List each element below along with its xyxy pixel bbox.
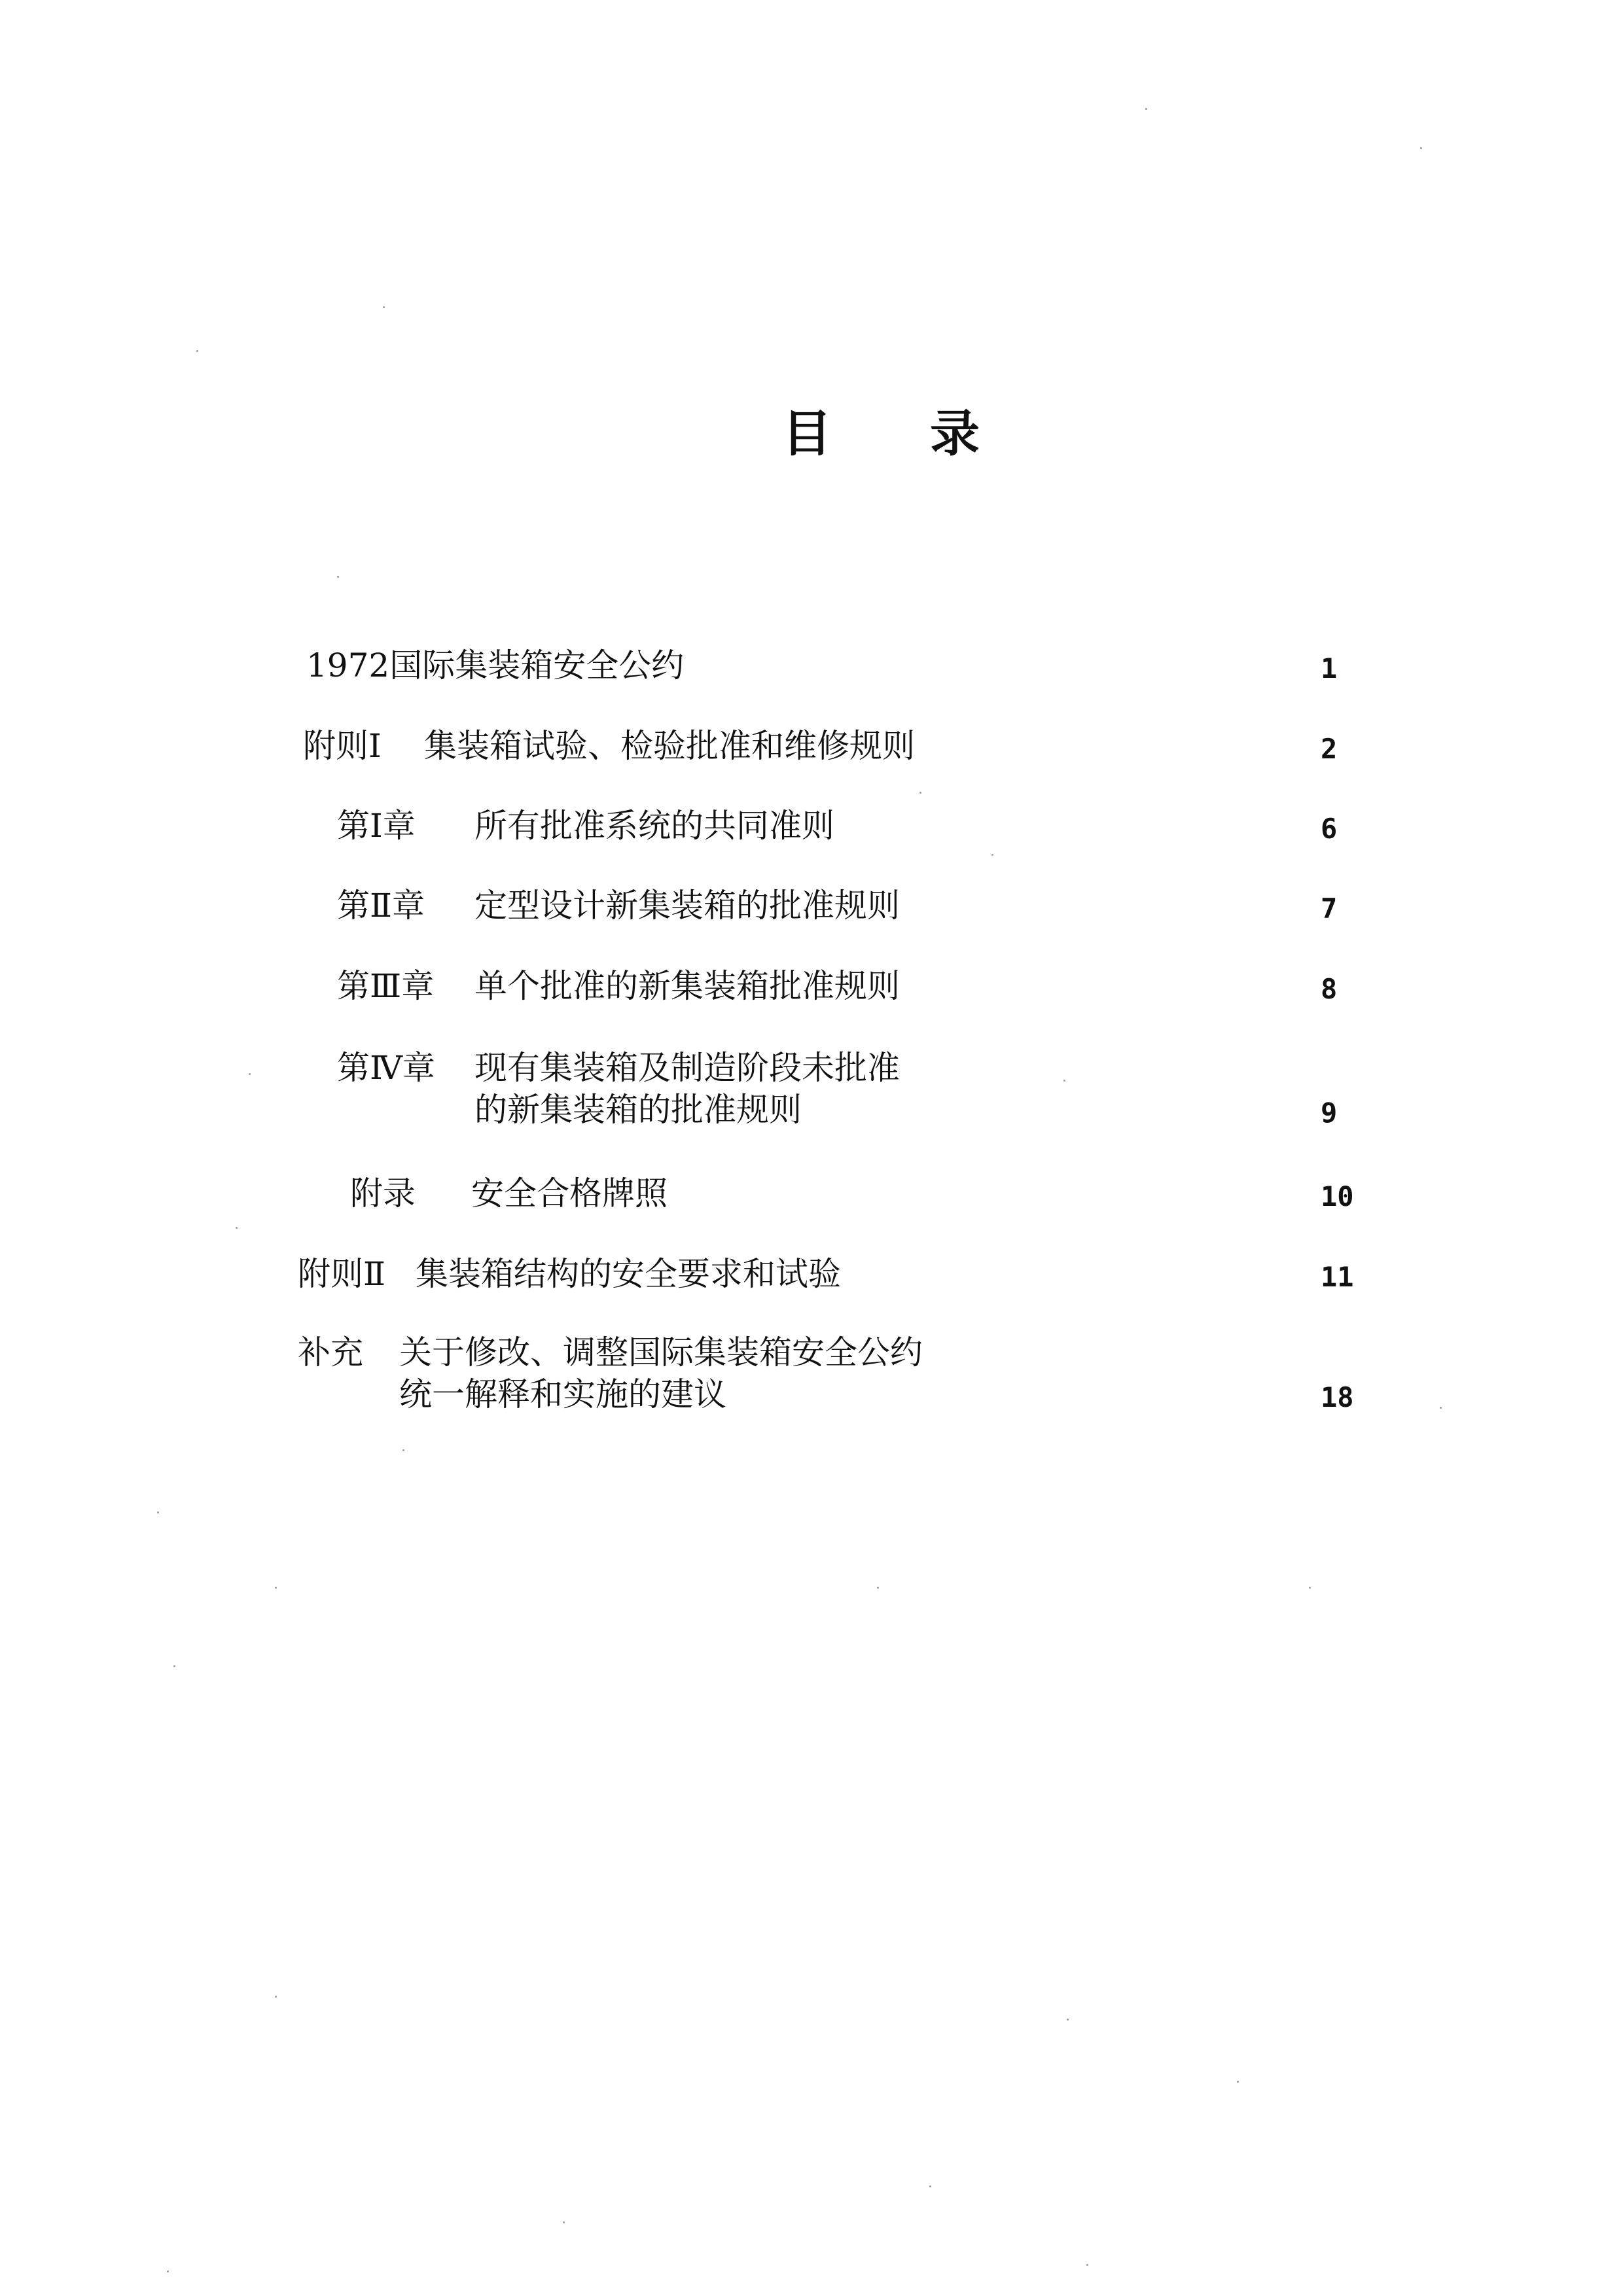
toc-entry-label: 补充	[298, 1333, 363, 1371]
scan-speck	[249, 1073, 251, 1075]
scan-speck	[877, 1587, 879, 1589]
title-char: 录	[930, 404, 980, 463]
toc-entry-line: 单个批准的新集装箱批准规则	[474, 967, 900, 1005]
scan-speck	[337, 576, 339, 578]
scan-speck	[1309, 1587, 1311, 1589]
scan-speck	[196, 350, 198, 352]
toc-page-number: 11	[1321, 1261, 1354, 1293]
scan-speck	[167, 2270, 169, 2272]
toc-page-number: 2	[1321, 733, 1338, 765]
toc-entry-label: 附则Ⅱ	[298, 1255, 385, 1293]
toc-entry-text	[474, 965, 900, 1007]
scan-speck	[919, 792, 921, 794]
toc-entry-line: 集装箱试验、检验批准和维修规则	[424, 727, 915, 765]
toc-entry-text	[474, 885, 900, 927]
toc-entry-line: 集装箱结构的安全要求和试验	[416, 1255, 841, 1293]
toc-entry-line: 关于修改、调整国际集装箱安全公约	[399, 1333, 923, 1371]
toc-entry-text	[474, 805, 834, 847]
scan-speck	[402, 1449, 404, 1451]
toc-page-number: 1	[1321, 652, 1338, 684]
toc-entry-line: 统一解释和实施的建议	[399, 1375, 726, 1413]
toc-entry-text	[399, 1332, 923, 1415]
scan-speck	[1067, 2019, 1069, 2021]
toc-page-number: 18	[1321, 1381, 1354, 1413]
toc-page-number: 10	[1321, 1180, 1354, 1212]
toc-page-number: 8	[1321, 973, 1338, 1005]
scan-speck	[173, 1665, 175, 1667]
toc-entry-label: 第Ⅳ章	[337, 1049, 435, 1087]
scan-speck	[236, 1227, 238, 1229]
page-title	[782, 404, 980, 463]
scan-speck	[563, 2221, 565, 2223]
toc-entry-label: 第Ⅱ章	[337, 887, 425, 925]
toc-entry-line: 所有批准系统的共同准则	[474, 807, 834, 845]
toc-page-number: 7	[1321, 892, 1338, 925]
scan-speck	[929, 2185, 931, 2187]
toc-entry-line: 安全合格牌照	[471, 1174, 668, 1212]
scan-speck	[157, 1511, 159, 1513]
toc-entry-label: 附则Ⅰ	[303, 727, 382, 765]
toc-entry-label: 附录	[350, 1174, 416, 1212]
toc-entry-text	[471, 1173, 668, 1214]
scan-speck	[275, 1587, 277, 1589]
toc-entry-text	[306, 645, 684, 686]
toc-entry-text	[424, 725, 915, 767]
scan-speck	[1063, 1080, 1065, 1082]
scan-speck	[383, 306, 385, 308]
toc-entry-line: 1972国际集装箱安全公约	[306, 646, 685, 684]
toc-page-number: 9	[1321, 1097, 1338, 1129]
toc-entry-text	[474, 1047, 900, 1131]
toc-entry-line: 定型设计新集装箱的批准规则	[474, 887, 900, 925]
scan-speck	[1420, 147, 1422, 149]
toc-entry-label: 第Ⅰ章	[337, 807, 416, 845]
toc-page-number: 6	[1321, 813, 1338, 845]
toc-entry-line: 现有集装箱及制造阶段未批准	[474, 1049, 900, 1087]
scan-speck	[1086, 2264, 1088, 2266]
scan-speck	[275, 1996, 277, 1998]
toc-entry-text	[416, 1253, 841, 1295]
scan-speck	[1237, 2081, 1239, 2083]
scan-speck	[1145, 108, 1147, 110]
toc-entry-line: 的新集装箱的批准规则	[474, 1091, 802, 1129]
scan-speck	[1440, 1407, 1442, 1409]
toc-entry-label: 第Ⅲ章	[337, 967, 435, 1005]
title-char: 目	[782, 404, 832, 463]
scan-speck	[991, 854, 993, 856]
